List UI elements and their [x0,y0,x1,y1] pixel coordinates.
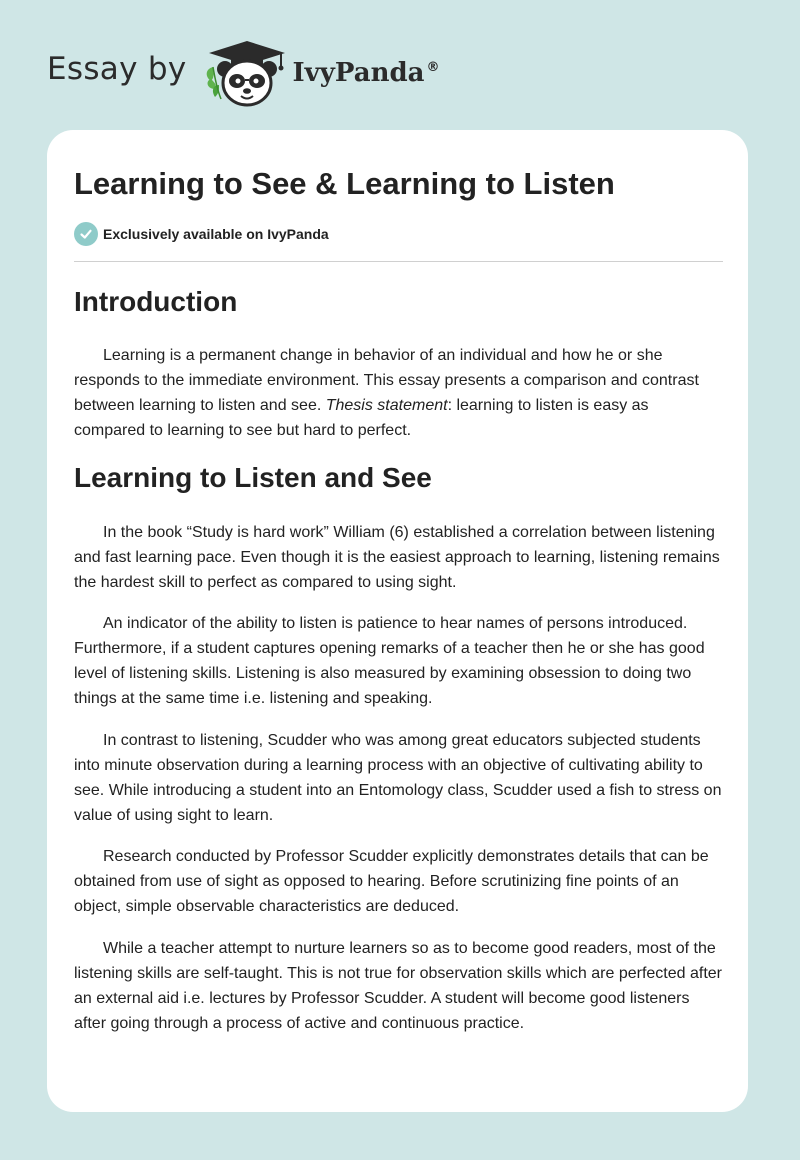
check-circle-icon [74,222,98,246]
site-header [47,36,440,110]
thesis-label: Thesis statement [325,397,448,414]
panda-graduation-cap-logo [201,37,293,109]
intro-text-end: : learning to listen is easy as compared to learning to see but hard to perfect. [74,397,649,439]
ivypanda-brand-name[interactable] [293,58,440,88]
intro-paragraph [74,343,724,443]
brand-name-text: IvyPanda [292,58,425,88]
body-paragraph-2: An indicator of the ability to listen is patience to hear names of persons introduced. Furthermore, if a student captures opening remarks of a teacher then he or she has good level of listening skills. Listening is also measured by examining obsession to doing two things at the same time i.e. listening and speaking. [74,615,705,707]
essay-by-label: Essay by [47,51,187,87]
exclusive-badge [74,222,329,246]
body-paragraph-3: In contrast to listening, Scudder who was among great educators subjected students into minute observation during a learning process with an objective of cultivating ability to see. While introducing a student into an Entomology class, Scudder used a fish to stress on value of using sight to learn. [74,732,722,824]
exclusive-badge-label: Exclusively available on IvyPanda [103,226,329,242]
body-paragraph-4: Research conducted by Professor Scudder explicitly demonstrates details that can be obtained from use of sight as opposed to hearing. Before scrutinizing fine points of an object, simple observable characteristics are deduced. [74,848,709,915]
registered-mark: ® [426,60,440,76]
essay-card [47,130,748,1112]
section-heading-learning-to-listen-and-see: Learning to Listen and See [74,462,432,493]
essay-title: Learning to See & Learning to Listen [74,166,615,201]
intro-text-start: Learning is a permanent change in behavior of an individual and how he or she responds to the immediate environment. This essay presents a comparison and contrast between learning to listen and see. [74,347,699,414]
section-heading-introduction: Introduction [74,286,238,317]
body-paragraph-5: While a teacher attempt to nurture learners so as to become good readers, most of the listening skills are self-taught. This is not true for observation skills which are perfected after an external aid i.e. lectures by Professor Scudder. A student will become good listeners after going through a process of active and continuous practice. [74,940,722,1032]
title-divider [74,261,723,262]
body-paragraph-1: In the book “Study is hard work” William (6) established a correlation between listening and fast learning pace. Even though it is the easiest approach to learning, listening remains the hardest skill to perfect as compared to using sight. [74,524,720,591]
ivypanda-logo-icon[interactable] [201,37,293,109]
